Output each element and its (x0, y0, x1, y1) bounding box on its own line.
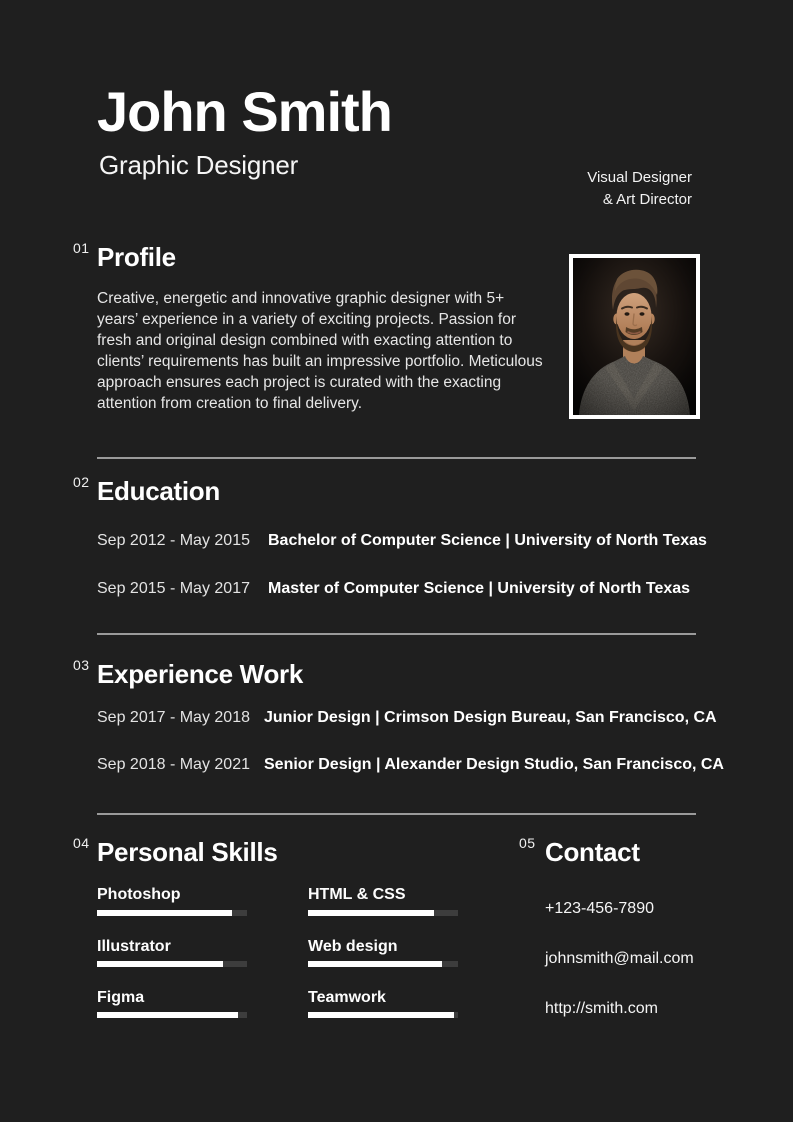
portrait-photo-illustration (573, 258, 696, 415)
skill-bar (97, 961, 247, 967)
section-heading-experience: Experience Work (97, 659, 304, 689)
portrait-photo (569, 254, 700, 419)
skill-label: Photoshop (97, 886, 181, 903)
section-number-education: 02 (73, 474, 90, 490)
skill-bar-fill (97, 961, 223, 967)
profile-body-text: Creative, energetic and innovative graphic designer with 5+ years’ experience in a variety of exciting projects. Passion for fresh and original design combined with exacting attention to clients’ requirements has built an impressive portfolio. Meticulous approach ensures each project is curated with the exacting attention from creation to final delivery. (97, 290, 543, 412)
section-number-profile: 01 (73, 240, 90, 256)
contact-email: johnsmith@mail.com (545, 950, 694, 967)
education-row (97, 579, 690, 598)
skill-bar (308, 910, 458, 916)
section-heading-education: Education (97, 476, 220, 506)
education-dates: Sep 2012 - May 2015 (97, 532, 250, 549)
education-detail: Master of Computer Science | University of North Texas (268, 580, 691, 597)
experience-detail: Senior Design | Alexander Design Studio, San Francisco, CA (264, 756, 724, 773)
skill-label: Figma (97, 989, 145, 1006)
section-divider (97, 633, 696, 635)
section-heading-contact: Contact (545, 837, 640, 867)
skill-bar-fill (308, 961, 442, 967)
section-divider (97, 813, 696, 815)
section-heading-skills: Personal Skills (97, 837, 278, 867)
skill-bar-fill (97, 910, 232, 916)
skill-bar (308, 961, 458, 967)
page-title: John Smith (97, 80, 392, 143)
education-row (97, 531, 707, 550)
skill-label: Web design (308, 938, 398, 955)
skill-bar (97, 1012, 247, 1018)
section-number-skills: 04 (73, 835, 90, 851)
skill-label: Teamwork (308, 989, 386, 1006)
experience-detail: Junior Design | Crimson Design Bureau, San Francisco, CA (264, 709, 717, 726)
section-heading-profile: Profile (97, 242, 176, 272)
contact-phone: +123-456-7890 (545, 900, 654, 917)
tagline-line-2: & Art Director (602, 190, 692, 208)
experience-row (97, 708, 717, 727)
education-dates: Sep 2015 - May 2017 (97, 580, 250, 597)
job-title: Graphic Designer (99, 150, 299, 180)
skill-bar-fill (97, 1012, 238, 1018)
skill-bar-fill (308, 910, 434, 916)
section-number-experience: 03 (73, 657, 90, 673)
skill-label: HTML & CSS (308, 886, 406, 903)
skill-label: Illustrator (97, 938, 171, 955)
experience-row (97, 755, 724, 774)
education-detail: Bachelor of Computer Science | University of North Texas (268, 532, 707, 549)
skill-bar-fill (308, 1012, 454, 1018)
tagline (587, 167, 692, 210)
section-divider (97, 457, 696, 459)
skill-bar (97, 910, 247, 916)
experience-dates: Sep 2018 - May 2021 (97, 756, 250, 773)
section-number-contact: 05 (519, 835, 536, 851)
contact-website: http://smith.com (545, 1000, 658, 1017)
skill-bar (308, 1012, 458, 1018)
experience-dates: Sep 2017 - May 2018 (97, 709, 250, 726)
tagline-line-1: Visual Designer (587, 169, 692, 186)
